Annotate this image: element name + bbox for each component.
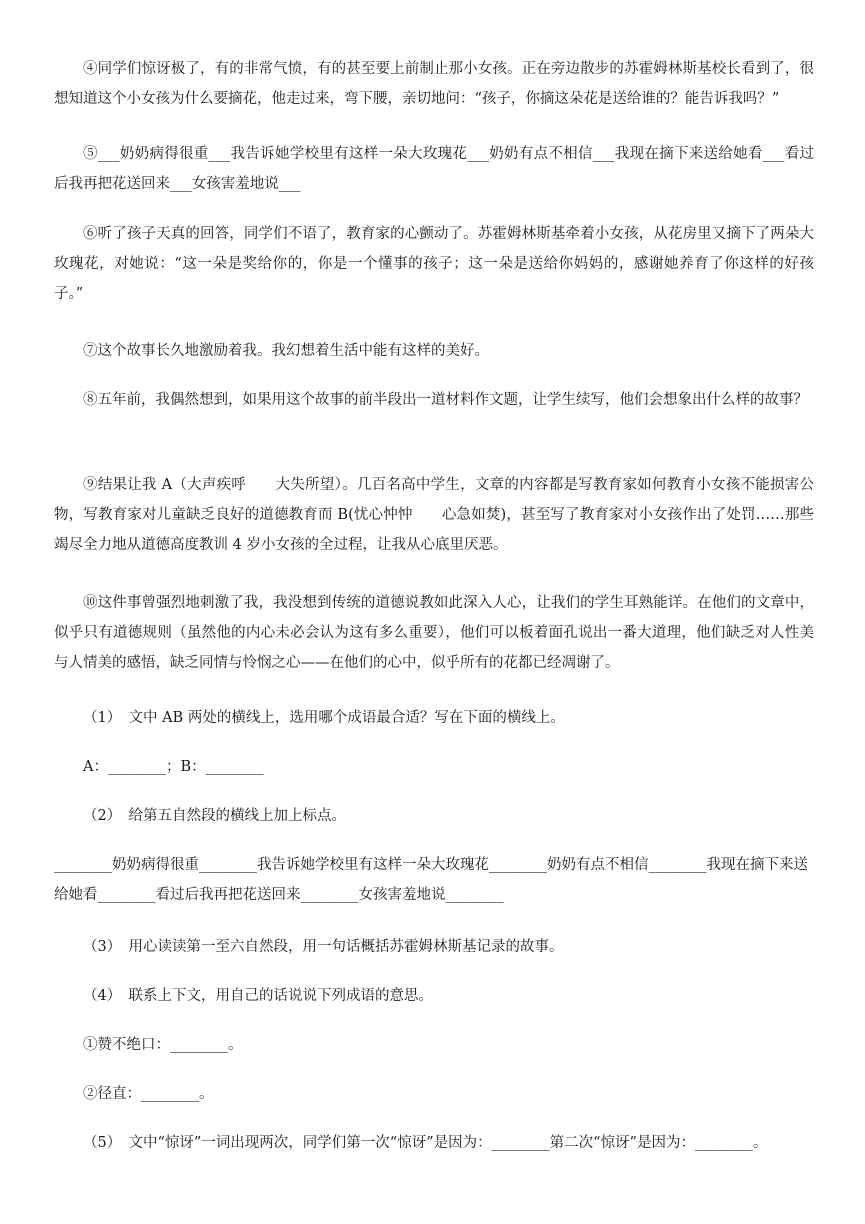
paragraph-5: ⑤___奶奶病得很重___我告诉她学校里有这样一朵大玫瑰花___奶奶有点不相信___我现在摘下来送给她看___看过后我再把花送回来___女孩害羞地说___ [54, 146, 814, 192]
question-4-item-2[interactable]: ②径直：________。 [83, 1086, 214, 1102]
question-4: （4） 联系上下文，用自己的话说说下列成语的意思。 [83, 988, 433, 1004]
paragraph-6: ⑥听了孩子天真的回答，同学们不语了，教育家的心颤动了。苏霍姆林斯基牵着小女孩，从花房里又摘下了两朵大玫瑰花，对她说：“这一朵是奖给你的，你是一个懂事的孩子；这一朵是送给你妈妈的，感谢她养育了你这样的好孩子。” [54, 226, 814, 302]
paragraph-8: ⑧五年前，我偶然想到，如果用这个故事的前半段出一道材料作文题，让学生续写，他们会想象出什么样的故事？ [83, 392, 808, 408]
paragraph-10: ⑩这件事曾强烈地刺激了我，我没想到传统的道德说教如此深入人心，让我们的学生耳熟能详。在他们的文章中，似乎只有道德规则（虽然他的内心未必会认为这有多么重要），他们可以板着面孔说出一番大道理，他们缺乏对人性美与人情美的感悟，缺乏同情与怜悯之心——在他们的心中，似乎所有的花都已经凋谢了。 [54, 595, 814, 671]
question-5[interactable]: （5） 文中“惊讶”一词出现两次，同学们第一次“惊讶”是因为：________第二次“惊讶”是因为：________。 [83, 1135, 768, 1151]
paragraph-7: ⑦这个故事长久地激励着我。我幻想着生活中能有这样的美好。 [83, 343, 489, 359]
question-2: （2） 给第五自然段的横线上加上标点。 [83, 808, 346, 824]
question-3: （3） 用心读读第一至六自然段，用一句话概括苏霍姆林斯基记录的故事。 [83, 939, 564, 955]
question-1: （1） 文中 AB 两处的横线上，选用哪个成语最合适？写在下面的横线上。 [83, 710, 565, 726]
question-1-answer-line[interactable]: A：________；B：________ [83, 759, 264, 775]
paragraph-4: ④同学们惊讶极了，有的非常气愤，有的甚至要上前制止那小女孩。正在旁边散步的苏霍姆林斯基校长看到了，很想知道这个小女孩为什么要摘花，他走过来，弯下腰，亲切地问：“孩子，你摘这朵花是送给谁的？能告诉我吗？” [54, 61, 814, 107]
paragraph-9: ⑨结果让我 A（大声疾呼 大失所望）。几百名高中学生，文章的内容都是写教育家如何教育小女孩不能损害公物，写教育家对儿童缺乏良好的道德教育而 B(忧心忡忡 心急如焚)，甚至写了教育家对小女孩作出了处罚……那些竭尽全力地从道德高度教训 4 岁小女孩的全过程，让我从心底里厌恶。 [54, 477, 814, 553]
question-4-item-1[interactable]: ①赞不绝口：________。 [83, 1037, 243, 1053]
question-2-answer-line[interactable]: ________奶奶病得很重________我告诉她学校里有这样一朵大玫瑰花________奶奶有点不相信________我现在摘下来送给她看________看过后我再把花送回来________女孩害羞地说________ [54, 857, 808, 903]
